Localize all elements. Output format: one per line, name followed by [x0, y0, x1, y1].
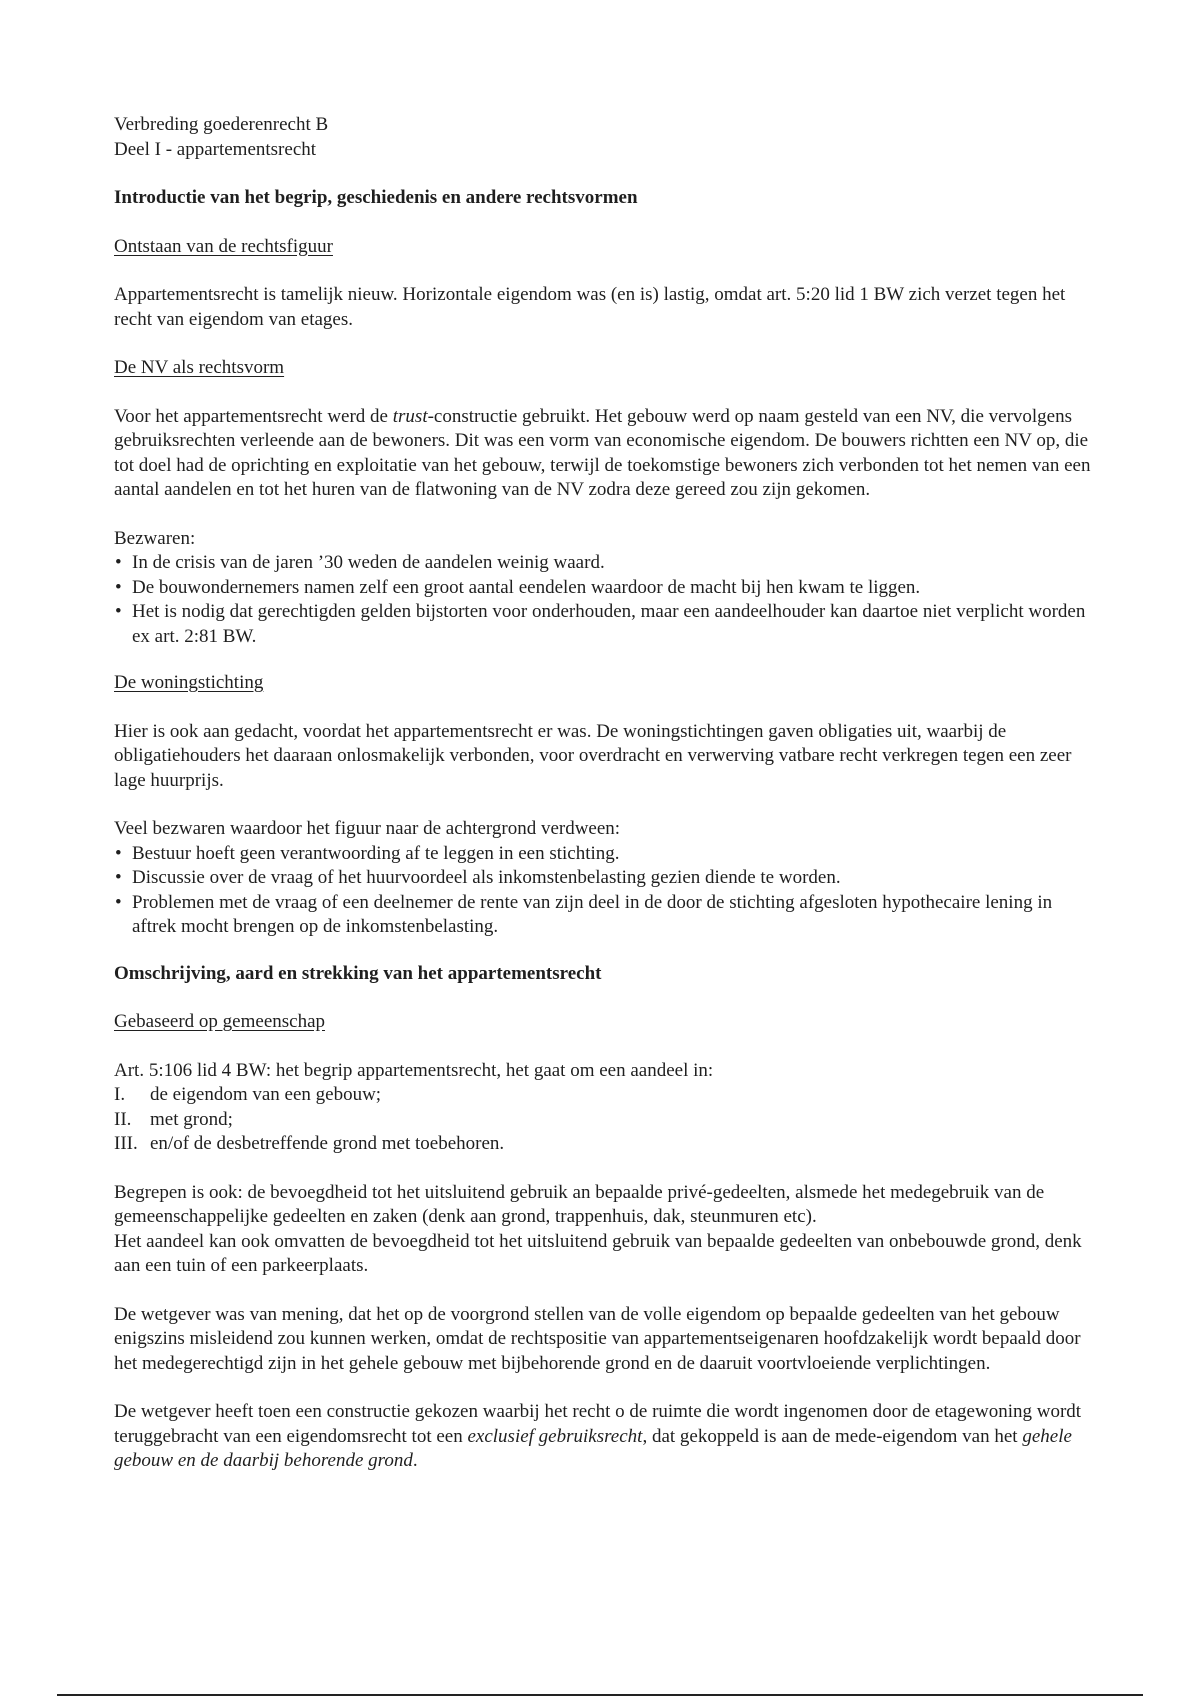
roman-list: [114, 1083, 1094, 1157]
paragraph-begrepen: Begrepen is ook: de bevoegdheid tot het uitsluitend gebruik an bepaalde privé-gedeelten, alsmede het medegebruik van de gemeenschappelijke gedeelten en zaken (denk aan grond, trappenhuis, dak, steunmuren etc).: [114, 1181, 1045, 1227]
emphasis-gehele-gebouw: gehele gebouw en de daarbij behorende grond: [114, 1425, 1072, 1471]
subheading-ontstaan: Ontstaan van de rechtsfiguur: [114, 235, 333, 257]
list-item: • In de crisis van de jaren ’30 weden de aandelen weinig waard.: [114, 551, 1094, 576]
bezwaren-label: Bezwaren:: [114, 527, 196, 549]
section-heading-omschrijving: Omschrijving, aard en strekking van het appartementsrecht: [114, 962, 602, 984]
list-item: • Het is nodig dat gerechtigden gelden bijstorten voor onderhouden, maar een aandeelhouder kan daartoe niet verplicht worden ex art. 2:81 BW.: [114, 600, 1094, 649]
paragraph-wetgever-2: De wetgever heeft toen een constructie gekozen waarbij het recht o de ruimte die wordt ingenomen door de etagewoning wordt teruggebracht van een eigendomsrecht tot een exclusief gebruiksrecht, dat gekoppeld is aan de mede-eigendom van het gehele gebouw en de daarbij behorende grond.: [114, 1401, 1082, 1471]
subheading-nv: De NV als rechtsvorm: [114, 357, 285, 378]
veel-bezwaren-label: Veel bezwaren waardoor het figuur naar de achtergrond verdween:: [114, 818, 621, 839]
paragraph-art: Art. 5:106 lid 4 BW: het begrip appartementsrecht, het gaat om een aandeel in:: [114, 1059, 714, 1081]
list-item: III. en/of de desbetreffende grond met toebehoren.: [114, 1133, 505, 1154]
paragraph-nv: Voor het appartementsrecht werd de trust-constructie gebruikt. Het gebouw werd op naam gesteld van een NV, die vervolgens gebruiksrechten verleende aan de bewoners. Dit was een vorm van economische eigendom. De bouwers richtten een NV op, die tot doel had de oprichting en exploitatie van het gebouw, terwijl de toekomstige bewoners zich verbonden tot het nemen van een aantal aandelen en tot het huren van de flatwoning van de NV zodra deze gereed zou zijn gekomen.: [114, 405, 1091, 500]
list-item: II. met grond;: [114, 1108, 233, 1130]
emphasis-trust: trust: [392, 405, 428, 427]
paragraph-aandeel: Het aandeel kan ook omvatten de bevoegdheid tot het uitsluitend gebruik van bepaalde gedeelten van onbebouwde grond, denk aan een tuin of een parkeerplaats.: [114, 1230, 1082, 1276]
paragraph-ontstaan: Appartementsrecht is tamelijk nieuw. Horizontale eigendom was (en is) lastig, omdat art. 5:20 lid 1 BW zich verzet tegen het recht van eigendom van etages.: [114, 284, 1066, 330]
subheading-gemeenschap: Gebaseerd op gemeenschap: [114, 1011, 326, 1032]
list-item: • De bouwondernemers namen zelf een groot aantal eendelen waardoor de macht bij hen kwam te liggen.: [114, 576, 1094, 601]
doc-subtitle: Deel I - appartementsrecht: [114, 138, 317, 160]
veel-bezwaren-list: [114, 842, 1094, 940]
footer-rule: [57, 1694, 1143, 1696]
paragraph-woningstichting: Hier is ook aan gedacht, voordat het appartementsrecht er was. De woningstichtingen gaven obligaties uit, waarbij de obligatiehouders het daaraan onlosmakelijk verbonden, voor overdracht en verwerving vatbare recht verkregen tegen een zeer lage huurprijs.: [114, 720, 1072, 791]
list-item: • Discussie over de vraag of het huurvoordeel als inkomstenbelasting gezien diende te worden.: [114, 866, 1094, 891]
paragraph-wetgever-1: De wetgever was van mening, dat het op de voorgrond stellen van de volle eigendom op bepaalde gedeelten van het gebouw enigszins misleidend zou kunnen werken, omdat de rechtspositie van appartementseigenaren hoofdzakelijk wordt bepaald door het medegerechtigd zijn in het gehele gebouw met bijbehorende grond en de daaruit voortvloeiende verplichtingen.: [114, 1303, 1081, 1374]
emphasis-exclusief: exclusief gebruiksrecht: [467, 1425, 643, 1447]
list-item: • Problemen met de vraag of een deelnemer de rente van zijn deel in de door de stichting afgesloten hypothecaire lening in aftrek mocht brengen op de inkomstenbelasting.: [114, 891, 1094, 940]
bezwaren-list: [114, 551, 1094, 649]
subheading-woningstichting: De woningstichting: [114, 672, 264, 693]
document-page: [114, 113, 1094, 1474]
list-item: • Bestuur hoeft geen verantwoording af te leggen in een stichting.: [114, 842, 1094, 867]
section-heading-intro: Introductie van het begrip, geschiedenis en andere rechtsvormen: [114, 187, 638, 208]
list-item: I. de eigendom van een gebouw;: [114, 1084, 382, 1105]
doc-title: Verbreding goederenrecht B: [114, 114, 329, 135]
